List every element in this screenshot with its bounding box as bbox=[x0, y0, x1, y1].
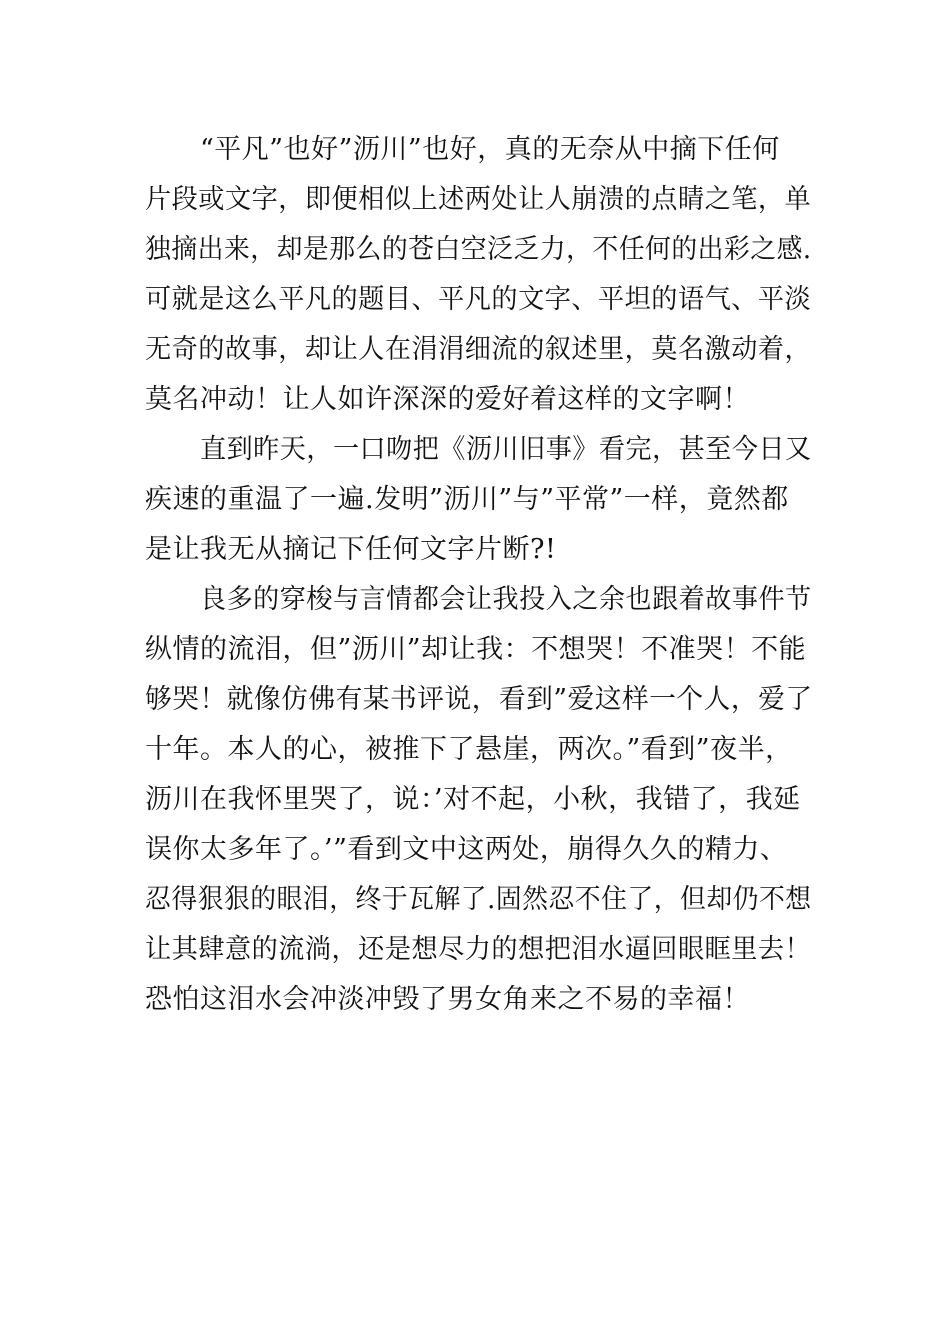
paragraph-2-line-2: 疾速的重温了一遍.发明”沥川”与”平常”一样，竟然都 bbox=[145, 484, 789, 515]
paragraph-3-line-7: 忍得狠狠的眼泪，终于瓦解了.固然忍不住了，但却仍不想 bbox=[145, 884, 812, 915]
paragraph-2-line-3: 是让我无从摘记下任何文字片断?! bbox=[145, 534, 557, 565]
paragraph-1-line-5: 无奇的故事，却让人在涓涓细流的叙述里，莫名激动着， bbox=[145, 334, 812, 365]
paragraph-3-line-3: 够哭！就像仿佛有某书评说，看到”爱这样一个人，爱了 bbox=[145, 684, 813, 715]
paragraph-3-line-4: 十年。本人的心，被推下了悬崖，两次。”看到”夜半， bbox=[145, 734, 793, 765]
paragraph-1-line-3: 独摘出来，却是那么的苍白空泛乏力，不任何的出彩之感. bbox=[145, 234, 812, 265]
paragraph-3-line-6: 误你太多年了。’”看到文中这两处，崩得久久的精力、 bbox=[145, 834, 788, 865]
paragraph-3-line-8: 让其肆意的流淌，还是想尽力的想把泪水逼回眼眶里去！ bbox=[145, 934, 812, 965]
paragraph-1-line-1: “平凡”也好”沥川”也好，真的无奈从中摘下任何 bbox=[200, 134, 780, 165]
paragraph-3-line-1: 良多的穿梭与言情都会让我投入之余也跟着故事件节 bbox=[200, 584, 812, 615]
paragraph-3-line-5: 沥川在我怀里哭了，说：’对不起，小秋，我错了，我延 bbox=[145, 784, 801, 815]
paragraph-3-line-9: 恐怕这泪水会冲淡冲毁了男女角来之不易的幸福！ bbox=[145, 984, 750, 1015]
paragraph-1-line-2: 片段或文字，即便相似上述两处让人崩溃的点睛之笔，单 bbox=[145, 184, 812, 215]
paragraph-1-line-6: 莫名冲动！让人如许深深的爱好着这样的文字啊！ bbox=[145, 384, 750, 415]
paragraph-3-line-2: 纵情的流泪，但”沥川”却让我：不想哭！不准哭！不能 bbox=[145, 634, 807, 665]
paragraph-1-line-4: 可就是这么平凡的题目、平凡的文字、平坦的语气、平淡 bbox=[145, 284, 812, 315]
paragraph-2-line-1: 直到昨天，一口吻把《沥川旧事》看完，甚至今日又 bbox=[200, 434, 812, 465]
